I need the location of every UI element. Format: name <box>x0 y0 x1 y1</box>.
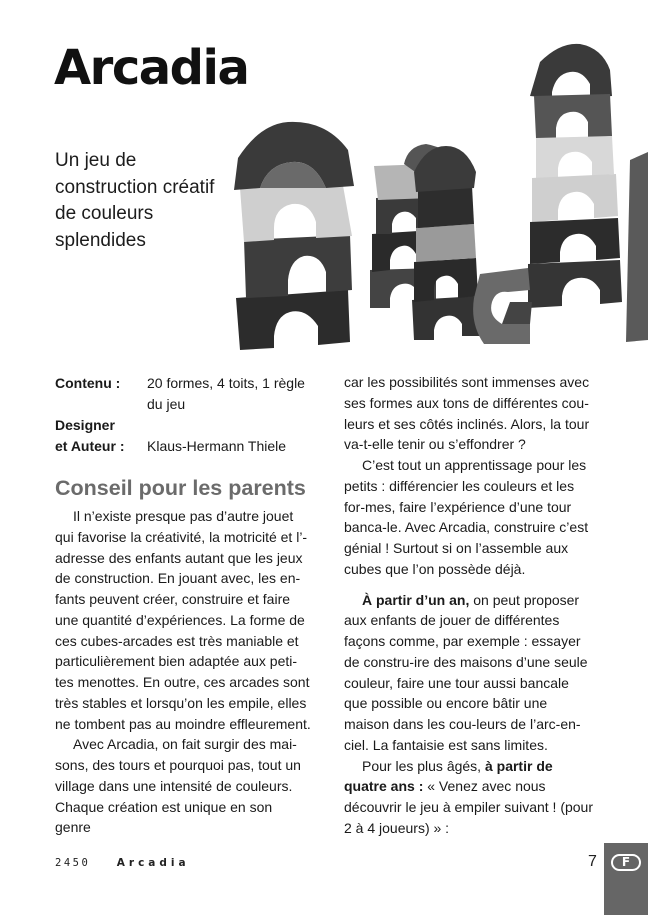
tower-right <box>528 44 648 342</box>
paragraph <box>344 590 596 756</box>
page-title: Arcadia <box>54 40 249 96</box>
section-title: Conseil pour les parents <box>55 476 306 500</box>
game-metadata <box>55 373 315 457</box>
paragraph-text: Pour les plus âgés, <box>362 757 485 774</box>
language-badge: F <box>611 854 641 871</box>
designer-value: Klaus-Hermann Thiele <box>147 438 287 454</box>
language-tab <box>604 843 648 915</box>
designer-label-1: Designer <box>55 417 115 433</box>
arcade-blocks-photo <box>230 40 648 352</box>
page-number: 7 <box>588 853 597 870</box>
contents-label: Contenu : <box>55 375 121 391</box>
paragraph: Il n’existe presque pas d’autre jouet qui favorise la créativité, la motricité et l’-adresse des enfants autant que les jeux de construction. En jouant avec, les en-fants peuvent créer, construire et faire une quantité d’expériences. La forme de ces cubes-arcades est très maniable et particulièrement bien adaptée aux peti-tes menottes. En outre, ces arcades sont très stables et lorsqu’on les empile, elles ne tombent pas au moindre effleurement. <box>55 508 311 732</box>
paragraph: C’est tout un apprentissage pour les petits : différencier les couleurs et les for-mes, faire l’expérience d’une tour banca-le. Avec Arcadia, construire c’est génial ! Surtout si on l’assemble aux cubes que l’on possède déjà. <box>344 457 589 577</box>
designer-row-2 <box>55 436 315 457</box>
right-column <box>344 372 596 839</box>
paragraph-text: on peut proposer aux enfants de jouer de différentes façons comme, par exemple : essayer de constru-ire des maisons d’une seule couleur, faire une tour aussi bancale que possible ou encore bâtir une maison dans les cou-leurs de l’arc-en-ciel. La fantaisie est sans limites. <box>344 591 588 753</box>
age-highlight: À partir d’un an, <box>362 591 470 608</box>
product-code: 2450 <box>55 857 91 869</box>
contents-row <box>55 373 315 415</box>
paragraph: car les possibilités sont immenses avec ses formes aux tons de différentes cou-leurs et ses côtés inclinés. Alors, la tour va-t-elle tenir ou s’effondrer ? <box>344 374 590 453</box>
paragraph: Avec Arcadia, on fait surgir des mai-sons, des tours et pourquoi pas, tout un village dans une intensité de couleurs. Chaque création est unique en son genre <box>55 736 301 836</box>
age-highlight: à partir de quatre ans : <box>344 757 553 795</box>
tower-middle <box>370 144 480 340</box>
product-name: Arcadia <box>116 857 190 869</box>
tower-left <box>234 122 354 350</box>
contents-value: 20 formes, 4 toits, 1 règle du jeu <box>147 375 305 412</box>
paragraph-text: « Venez avec nous découvrir le jeu à empiler suivant ! (pour 2 à 4 joueurs) » : <box>344 778 594 836</box>
subtitle: Un jeu de construction créatif de couleurs splendides <box>55 150 215 251</box>
designer-row-1 <box>55 415 315 436</box>
paragraph <box>344 756 596 839</box>
designer-label-2: et Auteur : <box>55 438 125 454</box>
footer-product <box>55 857 190 869</box>
left-column <box>55 506 311 838</box>
loose-arch <box>473 268 532 344</box>
